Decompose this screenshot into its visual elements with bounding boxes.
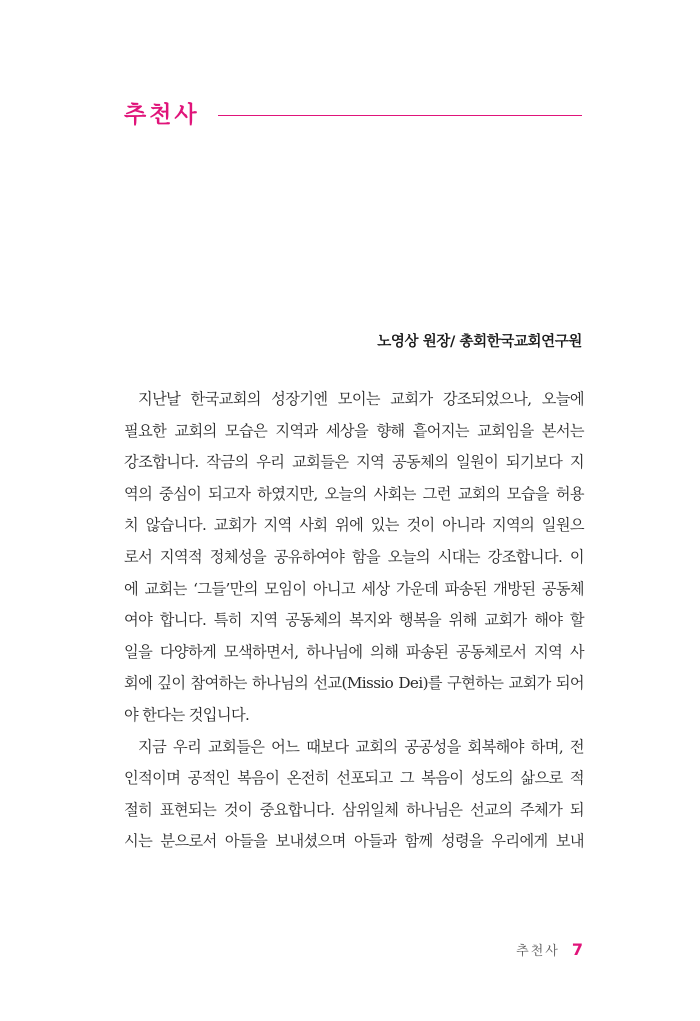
page-footer [516,940,583,959]
title-divider [218,115,582,116]
paragraph-1-line: 여야 합니다. 특히 지역 공동체의 복지와 행복을 위해 교회가 해야 할 [124,611,584,630]
paragraph-1-line: 역의 중심이 되고자 하였지만, 오늘의 사회는 그런 교회의 모습을 허용 [124,484,584,503]
paragraph-1-line: 지난날 한국교회의 성장기엔 모이는 교회가 강조되었으나, 오늘에 [138,390,584,408]
paragraph-1-line: 로서 지역적 정체성을 공유하여야 함을 오늘의 시대는 강조합니다. 이 [124,547,584,566]
paragraph-1-line: 치 않습니다. 교회가 지역 사회 위에 있는 것이 아니라 지역의 일원으 [124,516,584,535]
paragraph-1-line: 일을 다양하게 모색하면서, 하나님에 의해 파송된 공동체로서 지역 사 [124,642,584,661]
author-byline: 노영상 원장/ 총회한국교회연구원 [377,334,582,350]
paragraph-2-line: 인적이며 공적인 복음이 온전히 선포되고 그 복음이 성도의 삶으로 적 [124,769,584,788]
paragraph-2-line: 지금 우리 교회들은 어느 때보다 교회의 공공성을 회복해야 하며, 전 [138,737,584,756]
running-footer-title: 추천사 [516,944,560,959]
paragraph-1-line: 강조합니다. 작금의 우리 교회들은 지역 공동체의 일원이 되기보다 지 [124,453,584,472]
section-header [124,98,582,132]
paragraph-2-line: 시는 분으로서 아들을 보내셨으며 아들과 함께 성령을 우리에게 보내 [124,832,584,851]
paragraph-1-line: 야 한다는 것입니다. [124,705,250,724]
page-number: 7 [571,940,583,959]
paragraph-2-line: 절히 표현되는 것이 중요합니다. 삼위일체 하나님은 선교의 주체가 되 [124,800,584,819]
body-text [124,384,584,858]
paragraph-1-line: 필요한 교회의 모습은 지역과 세상을 향해 흩어지는 교회임을 본서는 [124,421,584,440]
section-title: 추천사 [124,102,200,128]
paragraph-1-line: 회에 깊이 참여하는 하나님의 선교(Missio Dei)를 구현하는 교회가 되어 [124,674,584,693]
paragraph-1-line: 에 교회는 ‘그들’만의 모임이 아니고 세상 가운데 파송된 개방된 공동체 [124,579,584,598]
